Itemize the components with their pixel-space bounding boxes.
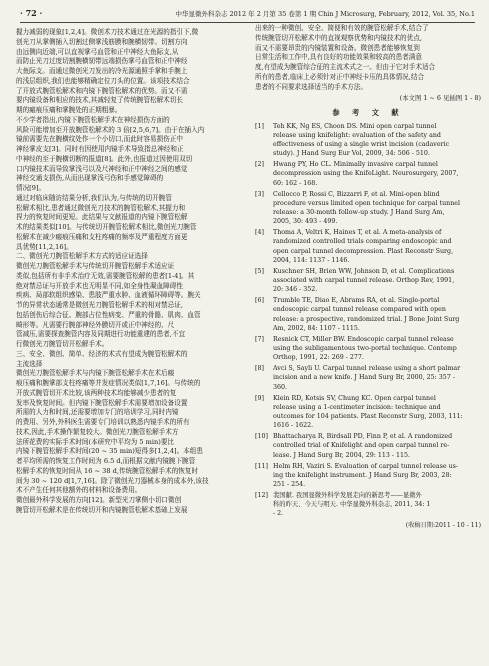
reference-line: effectiveness of using a single wrist incision (cadaveric	[273, 141, 450, 149]
body-text-line: 了开放式腕管松解术和内镜下腕管松解术的优势。而又不需	[16, 86, 188, 95]
body-text-line: 类似,包括所有非手术治疗无效,需要腕管松解的患者[1-4]。其	[16, 271, 195, 280]
journal-title: 中华显微外科杂志 2012 年 2 月第 35 卷第 1 期 Chin J Microsurg, February, 2012, Vol. 35, No.1	[175, 10, 475, 18]
reference-number: [6]	[255, 297, 264, 305]
reference-line: Resnick CT, Miller BW. Endoscopic carpal tunnel release	[273, 335, 454, 343]
body-text-line: 行微创光刀腕管切开松解手术。	[16, 340, 109, 348]
body-text-line: 的费用、另外,外科医生需要专门培训以熟悉内镜手术的所有	[16, 418, 190, 426]
body-text-line: 开放式腕管切开术比较,该两种技术均能够减少患者的复	[16, 388, 177, 397]
reference-line: randomized controlled trials comparing endoscopic and	[273, 238, 452, 246]
reference-item	[255, 267, 481, 294]
reference-line: Teh KK, Ng ES, Choon DS. Mini open carpal tunnel	[273, 122, 437, 130]
reference-line: release: a 30-month follow-up study. J Hand Surg Am,	[273, 209, 445, 217]
body-text-line: 日常生活和工作中,具有良好的功能效果和较高的患者满意	[255, 53, 422, 62]
body-text-line: 包括创伤后综合征、腕部占位性病变、严重的骨骼、肌肉、血管	[16, 310, 201, 319]
body-text-line: 具优势[11,2,16]。	[16, 242, 73, 251]
reference-text	[273, 160, 481, 187]
received-date: (收稿日期:2011 - 10 - 11)	[405, 521, 481, 529]
body-text-line: 神经交通支损伤,从而出现掌浅弓伤和手感觉障碍的	[16, 174, 164, 183]
reference-line: 2005, 30: 493 - 499.	[273, 218, 338, 226]
reference-text	[273, 335, 481, 362]
body-text-line: 握力减弱的现象[1,2,4]。微创术刀技术通过在光源的指引下,微	[16, 28, 199, 36]
reference-line: 2004, 114: 1137 - 1146.	[273, 256, 350, 264]
reference-text	[273, 267, 481, 294]
reference-line: 60: 162 - 168.	[273, 179, 318, 187]
reference-text	[273, 432, 481, 459]
body-text-line: 的浅层组织,我们也能够精确定位刀头的位置。该项技术结合	[16, 76, 190, 85]
body-text-line: 情况[9]。	[16, 184, 46, 192]
body-text-line: 创光刀从掌侧插入切割过侧掌浅筋膜和腕横韧带。切割方向	[16, 37, 188, 46]
body-text-line: 者平均所需的恢复工作时间为 6.5 d,而根据文献内镜腕下腕管	[16, 457, 196, 465]
body-text-line: 由远侧向近端,可以直视掌弓血管和正中神经大鱼际支,从	[16, 47, 179, 56]
reference-number: [10]	[255, 433, 268, 441]
body-text-line: 腕管切开松解术是在传统切开和内镜腕管松解术基础上发展	[16, 505, 188, 514]
body-text-line: 节的异常状态通常是微创光刀腕管松解手术的相对禁忌证,	[16, 301, 183, 309]
reference-line: release using knifelight: evaluation of the safety and	[273, 131, 441, 139]
reference-number: [8]	[255, 365, 264, 373]
page-number: · 72 ·	[20, 8, 43, 18]
body-text-line: 疾病、局部软组织感染、患肢严重水肿、血液循环障碍等。腕关	[16, 291, 201, 300]
body-text-line: 所需的人力和时间,还需要增加专门的培训学习,同时内镜	[16, 408, 179, 417]
discussion-continued	[255, 24, 481, 92]
reference-line: endoscopic carpal tunnel release compared with open	[273, 306, 446, 314]
body-text-line: 二、微创光刀腕管松解手术方式的适应证选择	[16, 252, 148, 261]
body-text-line: 微创光刀腕管松解手术与传统切开腕管松解手术适应证	[16, 262, 175, 270]
reference-line: - 2.	[273, 510, 284, 518]
body-text-line: 大鱼际支。而通过微创光刀发出的冷光源通照手掌和手腕上	[16, 67, 188, 75]
running-header	[20, 6, 475, 23]
reference-line: Trumble TE, Diao E, Abrams RA, et al. Single-portal	[273, 297, 440, 305]
body-text-line: 神经掌皮支[3]。同时有因使用内镜手术导致指总神经和正	[16, 145, 184, 153]
reference-line: study). J Hand Surg Eur Vol, 2009, 34: 506 - 510.	[273, 150, 430, 158]
reference-number: [1]	[255, 122, 264, 130]
body-text-line: 松解术相比,患者通过微创光刀技术的腕管松解术,其握力和	[16, 203, 186, 212]
reference-text	[273, 491, 481, 518]
reference-number: [12]	[255, 492, 268, 500]
reference-item	[255, 394, 481, 431]
references-heading: 参 考 文 献	[332, 108, 404, 117]
body-text-line: 通过对临床随访结果分析,我们认为,与传统的切开腕管	[16, 193, 172, 202]
reference-line: 251 - 254.	[273, 480, 306, 488]
reference-item	[255, 160, 481, 187]
body-text-line: 绝对禁忌证与开放手术也无明显不同,如全身性凝血障碍性	[16, 281, 183, 290]
body-text-line: 术不产生任何其他额外的材料和设备费用。	[16, 486, 142, 495]
body-text-line: 要内镜设备和相应的技术,其减轻复了传统腕管松解术切长	[16, 96, 183, 105]
reference-item	[255, 462, 481, 489]
reference-number: [2]	[255, 161, 264, 169]
reference-number: [11]	[255, 462, 268, 470]
body-text-line: 畸形等。凡需要行腕部神经外膜切开或正中神经的、尺	[16, 320, 175, 329]
reference-line: controlled trial of Knifelight and open carpal tunnel re-	[273, 442, 450, 450]
reference-line: Klein RD, Kotsis SV, Chung KC. Open carpal tunnel	[273, 394, 436, 402]
reference-line: incision and a new knife. J Hand Surg Br, 2000, 25: 357 -	[273, 374, 455, 382]
reference-number: [4]	[255, 229, 264, 237]
body-text-line: 不少学者指出,内镜下腕管松解手术在神经损伤方面的	[16, 115, 170, 124]
body-text-line: 口内镜技术而导致掌浅弓以及尺神经和正中神经之间的感觉	[16, 164, 188, 173]
reference-line: outcomes for 104 patients. Plast Reconstr Surg, 2003, 111:	[273, 412, 463, 420]
reference-text	[273, 228, 481, 265]
reference-number: [3]	[255, 190, 264, 198]
reference-item	[255, 228, 481, 265]
reference-line: release using a 1-centimeter incision: technique and	[273, 403, 441, 411]
reference-text	[273, 122, 481, 159]
body-text-line: 主流选择	[16, 359, 43, 368]
reference-line: 360.	[273, 383, 288, 391]
body-text-line: 微创最外科学发展的方向[12]。新型光刀掌侧小切口微创	[16, 496, 182, 504]
reference-line: Am, 2002, 84: 1107 - 1115.	[273, 324, 360, 332]
body-text-line: 而又不需要昂贵的内镜装置和设备。微创患者能够恢复到	[255, 43, 420, 52]
reference-item	[255, 335, 481, 362]
body-text-line: 法所花费的实际手术时间(本研究中平均为 5 min)要比	[16, 437, 175, 446]
reference-item	[255, 491, 481, 518]
reference-line: Avci S, Sayli U. Carpal tunnel release using a short palmar	[273, 365, 461, 373]
reference-line: release: a prospective, randomized trial. J Bone Joint Surg	[273, 315, 460, 323]
body-text-line: 捏力的恢复时间更短。此结果与文献报道的内镜下腕管松解	[16, 213, 188, 222]
reference-line: procedure versus limited open technique for carpal tunnel	[273, 199, 461, 207]
reference-line: 裴国献. 我国显微外科学发展走向的新思考——显微外	[273, 492, 422, 500]
reference-text	[273, 462, 481, 489]
body-text-line: 管减压,需要探查腕管内容及同期进行功能重建的患者,不宜	[16, 330, 186, 339]
body-text-line: 而防止光刀过度切割腕横韧带远端损伤掌弓血管和正中神经	[16, 57, 188, 66]
reference-list	[255, 122, 481, 519]
body-text-line: 松解术在减少瘢痕压痛和支柱疼痛的频率及严重程度方面更	[16, 232, 188, 241]
reference-line: 20: 346 - 352.	[273, 286, 318, 294]
reference-line: Helm RH, Vaziri S. Evaluation of carpal tunnel release us-	[273, 462, 458, 470]
reference-number: [5]	[255, 267, 264, 275]
body-text-line: 中神经的至于腕横切断的报道[8]。此外,也报道过因使用双切	[16, 154, 193, 163]
reference-item	[255, 296, 481, 333]
right-column	[255, 24, 481, 530]
reference-line: Bhattacharya R, Birdsall PD, Finn P, et al. A randomized	[273, 433, 453, 441]
body-text-line: 三、安全、微创、简单、经济的术式有望成为腕管松解术的	[16, 349, 188, 358]
body-text-line: 期的瘢痕压痛和掌腕处的正期粗暴。	[16, 106, 122, 114]
reference-text	[273, 296, 481, 333]
reference-line: associated with carpal tunnel release. Orthop Rev, 1991,	[273, 277, 455, 284]
reference-line: ing the knifelight instrument. J Hand Surg Br, 2003, 28:	[273, 471, 452, 479]
reference-text	[273, 364, 481, 391]
reference-line: Cellocco P, Rossi C, Bizzarri F, et al. Mini-open blind	[273, 190, 440, 198]
reference-text	[273, 190, 481, 227]
reference-line: 科的昨天、今天与明天. 中华显微外科杂志, 2011, 34: 1	[273, 501, 431, 509]
reference-number: [7]	[255, 335, 264, 343]
body-text-line: 技术,因此,手术操作繁复较大。微创光刀腕管松解手术方	[16, 427, 179, 436]
body-text-line: 痕压痛和腕掌部支柱疼痛等并发症情况类似[1,7,16]。与传统的	[16, 379, 201, 387]
reference-item	[255, 122, 481, 159]
reference-line: Orthop, 1991, 22: 269 - 277.	[273, 354, 364, 362]
body-text-line: 间为 30 ~ 120 d[1,7,16]。除了微创光刀器械本身的成本外,该技	[16, 476, 209, 485]
figure-note: (本文图 1 ~ 6 见插图 1 - 8)	[399, 94, 481, 103]
body-text-line: 内镜下腕管松解手术时间(20 ~ 35 min)短得多[1,2,4]。本组患	[16, 447, 203, 456]
body-text-line: 出来的一种微创、安全、简便和有效的腕管松解手术,结合了	[255, 24, 429, 32]
reference-line: using the subligamentous two-portal technique. Contemp	[273, 344, 457, 352]
reference-item	[255, 432, 481, 459]
reference-line: Kuschner SH, Brien WW, Johnson D, et al. Complications	[273, 267, 455, 275]
body-text-line: 术的结果类似[10]。与传统切开腕管松解术相比,微创光刀腕管	[16, 223, 197, 231]
reference-item	[255, 190, 481, 227]
body-text-line: 风险可能增加至开放腕管松解术的 3 倍[2,5,6,7]。由于在插入内	[16, 125, 205, 134]
body-text-line: 发率及恢复时间。但内镜下腕管松解手术需要增加设备设置	[16, 398, 188, 407]
body-text-line: 患者的不同要求选择适当的手术方法。	[255, 82, 368, 91]
reference-line: decompression using the KnifeLight. Neurosurgery, 2007,	[273, 170, 459, 178]
body-text-line: 传统腕管切开松解术中的直视观察优势和内镜技术的优点,	[255, 33, 422, 42]
body-text-line: 所有的患者,临床上必须针对正中神经卡压的具体情况,结合	[255, 72, 425, 81]
reference-line: 1616 - 1622.	[273, 422, 314, 430]
reference-item	[255, 364, 481, 391]
reference-line: Thoma A, Veltri K, Haines T, et al. A meta-analysis of	[273, 229, 442, 237]
reference-line: open carpal tunnel decompression. Plast Reconstr Surg,	[273, 247, 454, 255]
reference-number: [9]	[255, 394, 264, 402]
body-text-line: 微创光刀腕管松解手术与内镜下腕管松解手术在术后瘢	[16, 369, 175, 378]
reference-line: lease. J Hand Surg Br, 2004, 29: 113 - 115.	[273, 451, 411, 459]
reference-text	[273, 394, 481, 431]
body-text-line: 松解手术的恢复时间从 16 ~ 38 d,传统腕管松解手术的恢复时	[16, 466, 199, 475]
body-text-line: 镜前需要先在腕横纹处作一个小切口,而此时容易损伤正中	[16, 135, 183, 144]
left-column	[16, 28, 242, 516]
reference-line: Hwang PY, Ho CL. Minimally invasive carpal tunnel	[273, 161, 438, 169]
body-text-line: 度,有望成为腕管综合征的主流术式之一。但由于它对手术适合	[255, 63, 436, 71]
